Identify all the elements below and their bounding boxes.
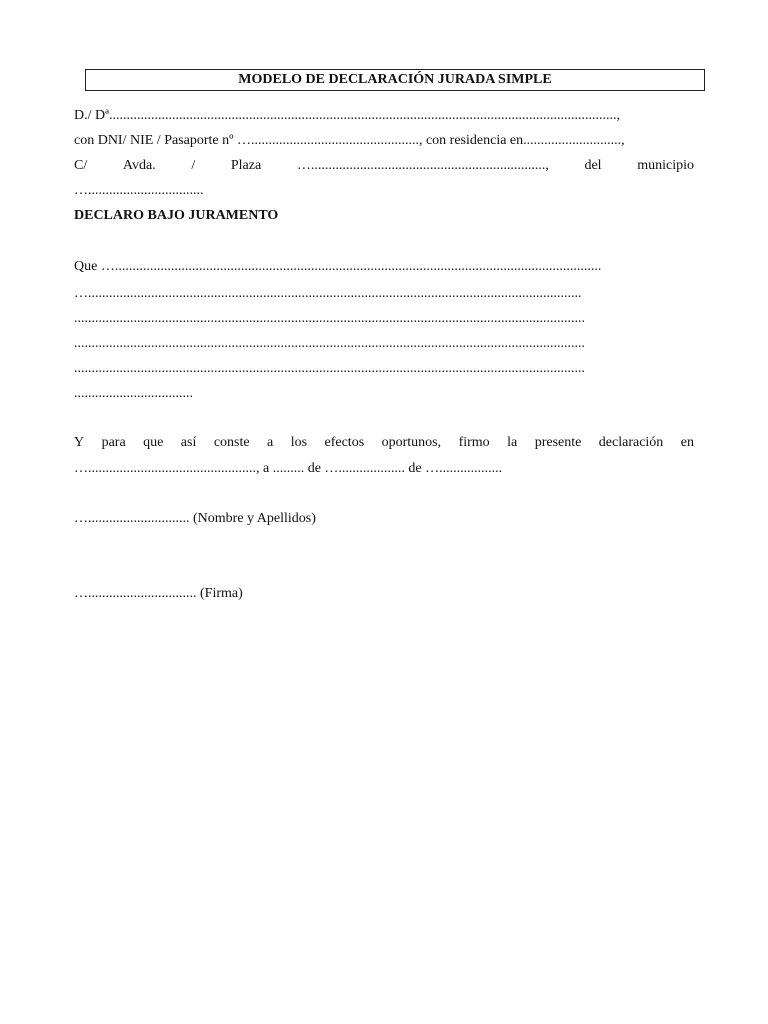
name-line: D./ Dª................................................................................................................................................., [74, 108, 620, 123]
closing-word: los [290, 435, 308, 450]
closing-word: firmo [458, 435, 490, 450]
address-word: Avda. [122, 158, 156, 173]
signature-line: …............................... (Firma) [74, 586, 243, 601]
closing-word: oportunos, [381, 435, 442, 450]
closing-word: efectos [324, 435, 365, 450]
declaration-heading: DECLARO BAJO JURAMENTO [74, 208, 279, 223]
closing-word: así [180, 435, 197, 450]
address-word: Plaza [230, 158, 262, 173]
closing-word: que [143, 435, 164, 450]
place-date-line: …................................................, a ......... de …................... de ….................. [74, 461, 503, 476]
full-name-line: …............................. (Nombre y Apellidos) [74, 511, 316, 526]
dotted-line: …............................................................................................................................................. [74, 286, 582, 301]
closing-word: a [267, 435, 274, 450]
closing-word: Y [74, 435, 85, 450]
closing-word: la [507, 435, 518, 450]
id-residence-line: con DNI/ NIE / Pasaporte nº …................................................, con residencia en............................, [74, 133, 625, 148]
closing-statement-line [74, 434, 694, 452]
dotted-line: .................................................................................................................................................. [74, 336, 585, 351]
que-line: Que …........................................................................................................................................... [74, 259, 602, 274]
municipality-line: …................................. [74, 183, 204, 198]
document-title: MODELO DE DECLARACIÓN JURADA SIMPLE [85, 69, 705, 91]
dotted-line: .................................. [74, 386, 193, 401]
address-word: municipio [637, 158, 694, 173]
closing-word: conste [213, 435, 250, 450]
address-word: / [191, 158, 196, 173]
address-word: del [584, 158, 602, 173]
closing-word: declaración [598, 435, 664, 450]
address-line [74, 157, 694, 175]
closing-word: en [680, 435, 694, 450]
dotted-line: .................................................................................................................................................. [74, 311, 585, 326]
dotted-line: .................................................................................................................................................. [74, 361, 585, 376]
address-word: …..................................................................., [296, 158, 549, 173]
address-word: C/ [74, 158, 88, 173]
closing-word: presente [534, 435, 582, 450]
closing-word: para [101, 435, 126, 450]
